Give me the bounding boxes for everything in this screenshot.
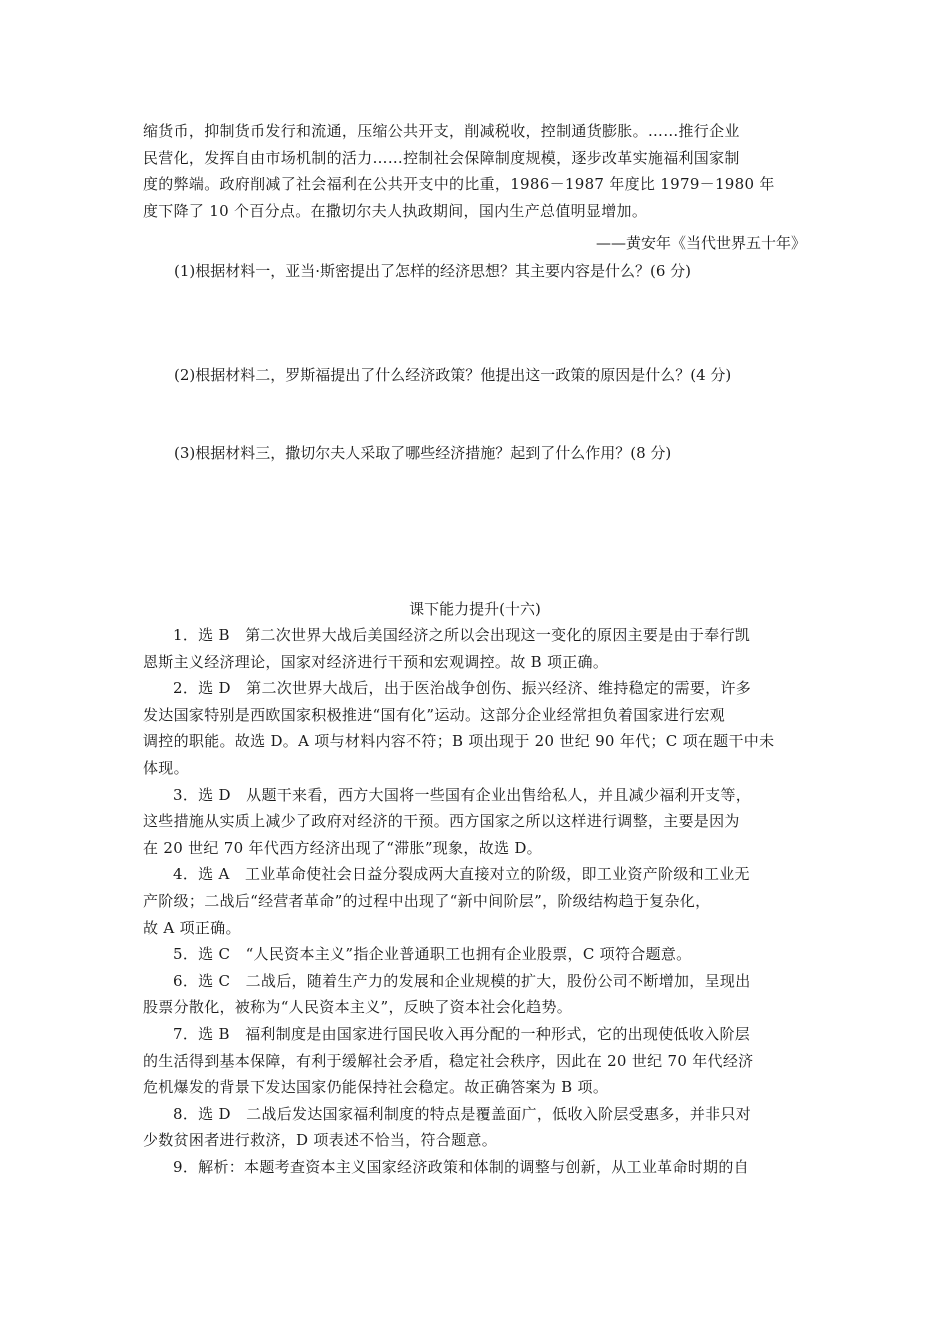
answer-line: 2．选 D 第二次世界大战后，出于医治战争创伤、振兴经济、维持稳定的需要，许多 (173, 679, 752, 698)
answer-line: 危机爆发的背景下发达国家仍能保持社会稳定。故正确答案为 B 项。 (143, 1078, 609, 1097)
answer-item (143, 968, 813, 1021)
answer-line: 产阶级；二战后“经营者革命”的过程中出现了“新中间阶层”，阶级结构趋于复杂化， (143, 891, 711, 910)
material-three-text (143, 118, 813, 224)
answer-line: 体现。 (143, 758, 189, 777)
material-line: 度的弊端。政府削减了社会福利在公共开支中的比重，1986－1987 年度比 1979－1980 年 (143, 175, 775, 194)
answer-item (143, 1101, 813, 1154)
answer-line: 故 A 项正确。 (143, 918, 241, 937)
answer-item (143, 1154, 813, 1181)
question-1: (1)根据材料一，亚当·斯密提出了怎样的经济思想？其主要内容是什么？(6 分) (174, 262, 692, 280)
answer-line: 9．解析：本题考查资本主义国家经济政策和体制的调整与创新，从工业革命时期的自 (173, 1157, 749, 1176)
material-line: 度下降了 10 个百分点。在撒切尔夫人执政期间，国内生产总值明显增加。 (143, 201, 648, 220)
answer-item (143, 782, 813, 862)
answer-line: 5．选 C “人民资本主义”指企业普通职工也拥有企业股票，C 项符合题意。 (173, 945, 692, 964)
answer-line: 3．选 D 从题干来看，西方大国将一些国有企业出售给私人，并且减少福利开支等， (173, 785, 752, 804)
question-2: (2)根据材料二，罗斯福提出了什么经济政策？他提出这一政策的原因是什么？(4 分) (174, 366, 732, 384)
answer-item (143, 861, 813, 941)
answer-line: 8．选 D 二战后发达国家福利制度的特点是覆盖面广，低收入阶层受惠多，并非只对 (173, 1104, 752, 1123)
material-source: ——黄安年《当代世界五十年》 (595, 234, 806, 252)
answer-line: 少数贫困者进行救济，D 项表述不恰当，符合题意。 (143, 1131, 497, 1150)
answer-line: 发达国家特别是西欧国家积极推进“国有化”运动。这部分企业经常担负着国家进行宏观 (143, 705, 726, 724)
answer-item (143, 675, 813, 781)
answer-line: 1．选 B 第二次世界大战后美国经济之所以会出现这一变化的原因主要是由于奉行凯 (173, 626, 751, 644)
answer-line: 股票分散化，被称为“人民资本主义”，反映了资本社会化趋势。 (143, 998, 573, 1017)
answer-line: 调控的职能。故选 D。A 项与材料内容不符；B 项出现于 20 世纪 90 年代；C 项在题干中未 (143, 732, 775, 751)
answer-line: 在 20 世纪 70 年代西方经济出现了“滞胀”现象，故选 D。 (143, 838, 542, 857)
answer-line: 4．选 A 工业革命使社会日益分裂成两大直接对立的阶级，即工业资产阶级和工业无 (173, 865, 750, 884)
question-3: (3)根据材料三，撒切尔夫人采取了哪些经济措施？起到了什么作用？(8 分) (174, 444, 672, 462)
answers-list (143, 622, 813, 1180)
material-line: 缩货币，抑制货币发行和流通，压缩公共开支，削减税收，控制通货膨胀。……推行企业 (143, 122, 740, 140)
answer-item (143, 941, 813, 968)
answers-section-title: 课下能力提升(十六) (409, 600, 541, 618)
answer-line: 这些措施从实质上减少了政府对经济的干预。西方国家之所以这样进行调整，主要是因为 (143, 812, 740, 831)
answer-line: 的生活得到基本保障，有利于缓解社会矛盾，稳定社会秩序，因此在 20 世纪 70 年代经济 (143, 1051, 754, 1070)
material-line: 民营化，发挥自由市场机制的活力……控制社会保障制度规模，逐步改革实施福利国家制 (143, 148, 740, 167)
answer-line: 6．选 C 二战后，随着生产力的发展和企业规模的扩大，股份公司不断增加，呈现出 (173, 971, 751, 990)
answer-item (143, 622, 813, 675)
answer-item (143, 1021, 813, 1101)
answer-line: 7．选 B 福利制度是由国家进行国民收入再分配的一种形式，它的出现使低收入阶层 (173, 1024, 751, 1043)
answer-line: 恩斯主义经济理论，国家对经济进行干预和宏观调控。故 B 项正确。 (143, 652, 609, 671)
